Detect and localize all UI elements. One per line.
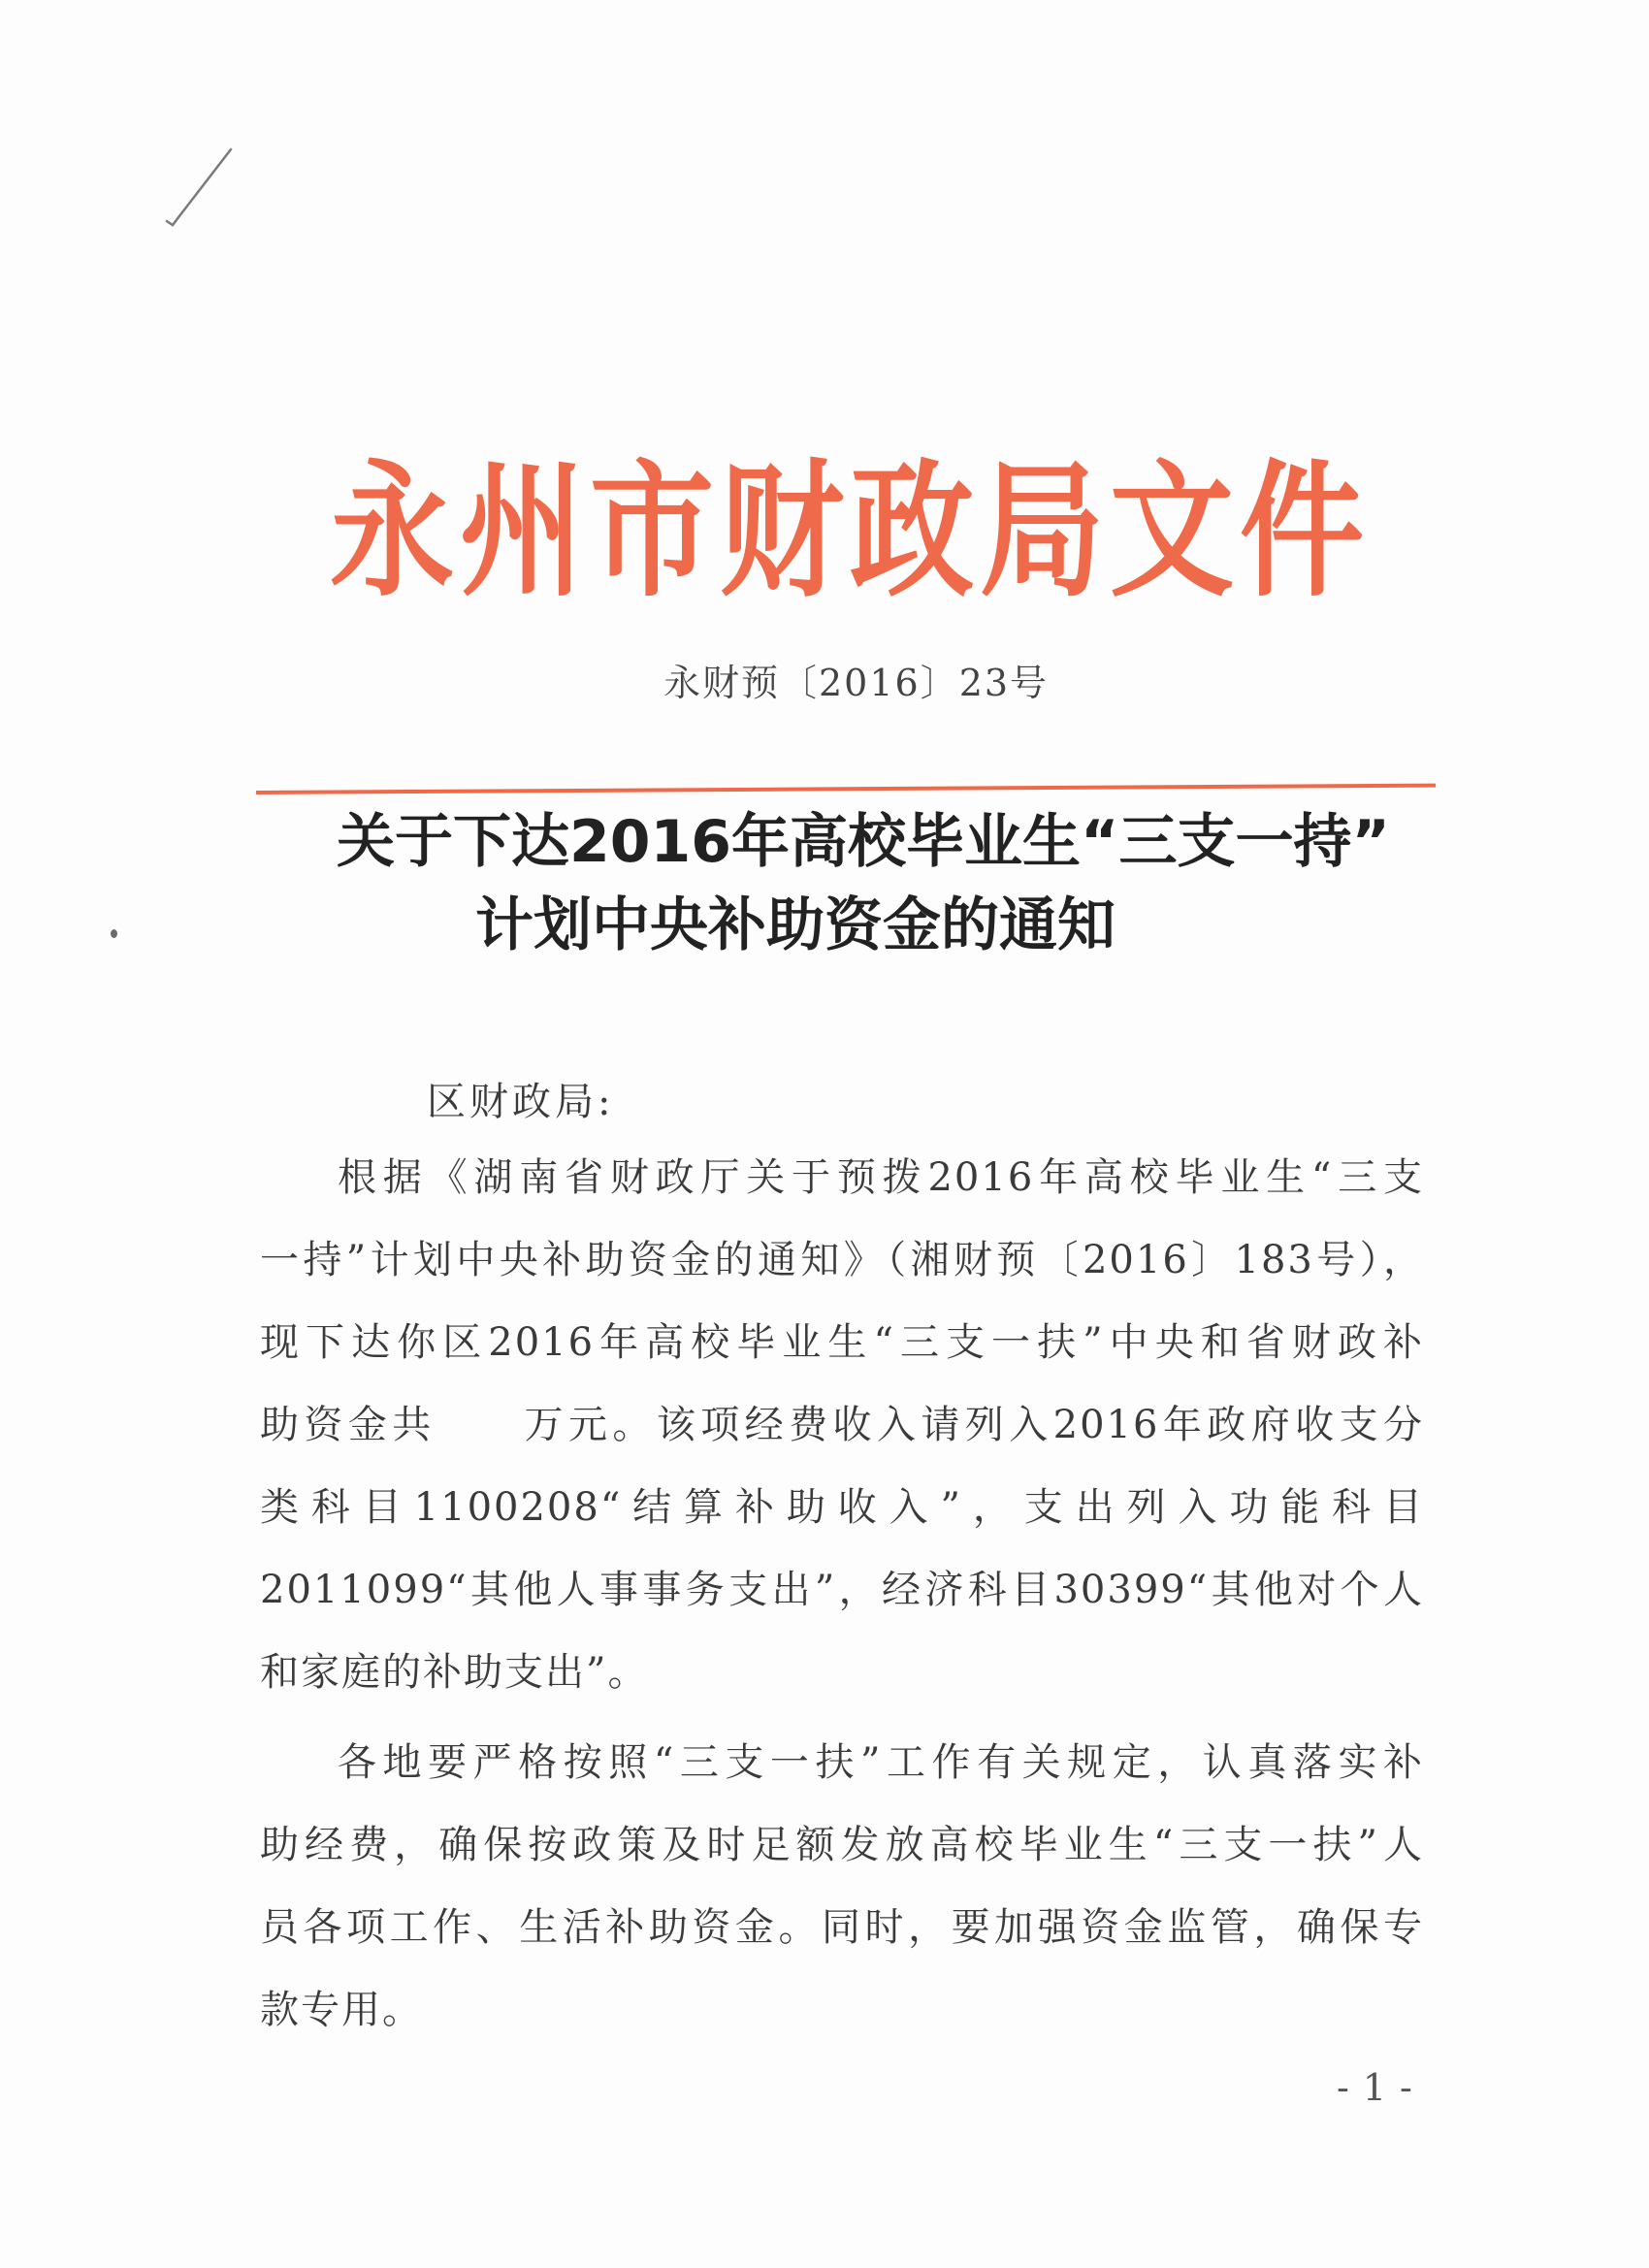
scan-speck [111,929,117,938]
body-text [260,1137,1424,2052]
salutation: 区财政局: [427,1080,615,1124]
document-number: 永财预〔2016〕23号 [663,662,1050,704]
paragraph-gap [260,1714,1424,1722]
staple-mark [163,146,250,233]
paragraph-1-line: 根据《湖南省财政厅关于预拨2016年高校毕业生“三支 [338,1155,1424,1200]
paragraph-2-line: 员各项工作、生活补助资金。同时，要加强资金监管，确保专 [260,1905,1424,1950]
paragraph-2-line: 款专用。 [260,1988,423,2032]
notice-title [320,800,1406,967]
paragraph-1-line: 现下达你区2016年高校毕业生“三支一扶”中央和省财政补 [260,1320,1424,1365]
paragraph-1-line: 和家庭的补助支出”。 [260,1650,649,1695]
notice-title-line-2: 计划中央补助资金的通知 [475,891,1116,959]
paragraph-1-line: 一持”计划中央补助资金的通知》（湘财预〔2016〕183号）， [260,1238,1424,1282]
red-separator-line [256,784,1436,794]
paragraph-2-line: 助经费，确保按政策及时足额发放高校毕业生“三支一扶”人 [260,1823,1424,1867]
notice-title-line-1: 关于下达2016年高校毕业生“三支一持” [337,808,1390,876]
paragraph-1-line: 助资金共 万元。该项经费收入请列入2016年政府收支分 [260,1403,1424,1447]
paragraph-2-line: 各地要严格按照“三支一扶”工作有关规定，认真落实补 [338,1740,1424,1785]
paragraph-1-line: 2011099“其他人事事务支出”，经济科目30399“其他对个人 [260,1568,1424,1612]
page-number: -1- [1337,2066,1426,2109]
issuing-organization-title: 永州市财政局文件 [330,445,1371,618]
paragraph-1-line: 类科目1100208“结算补助收入”，支出列入功能科目 [260,1485,1424,1530]
